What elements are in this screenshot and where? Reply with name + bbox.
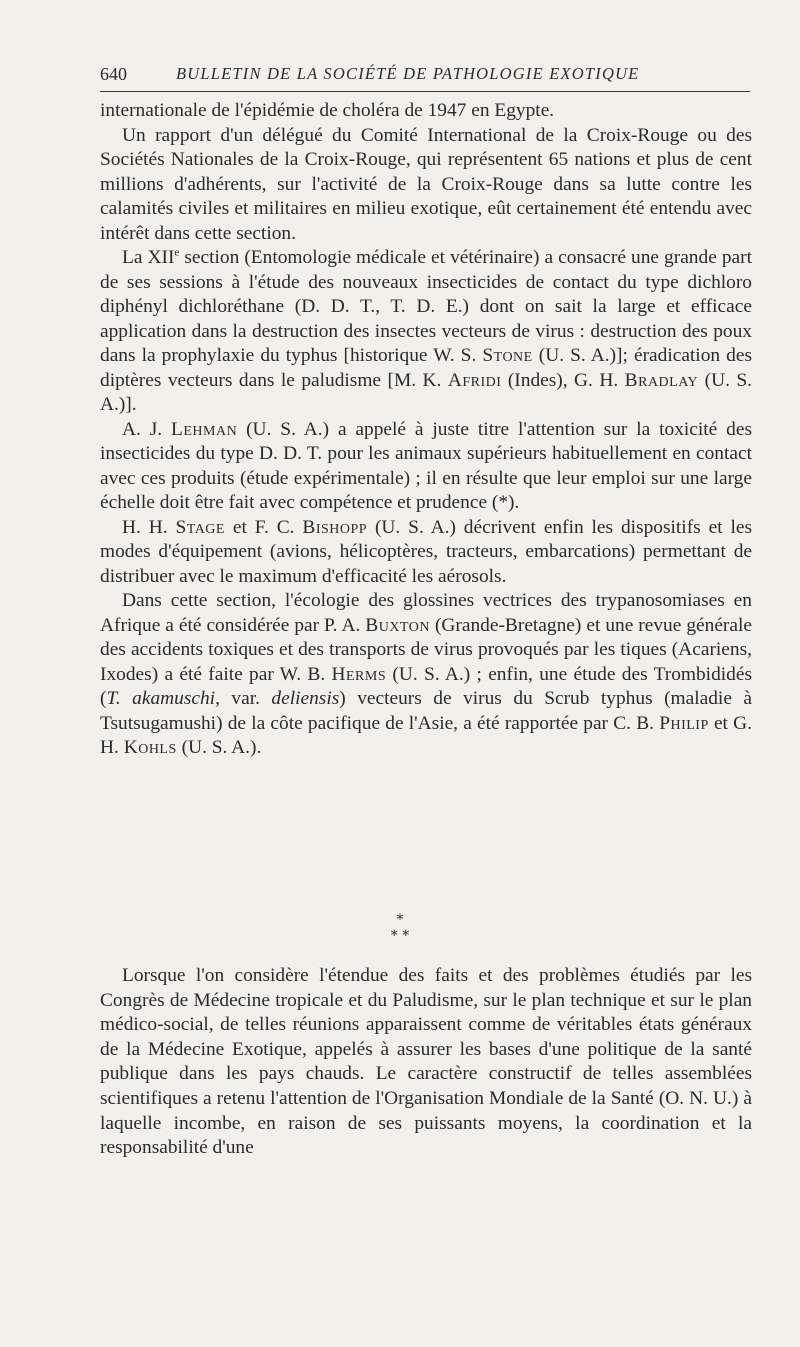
- asterism-top: *: [396, 912, 404, 928]
- author-name: Afridi: [447, 369, 502, 391]
- text-run: (U. S. A.) ; enfin, une étude des Trombididés (: [100, 663, 753, 709]
- body-text: [100, 99, 752, 761]
- text-run: ) vecteurs de virus du Scrub typhus (maladie à Tsutsugamushi) de la côte pacifique de l'Asie, a été rapportée par C. B.: [100, 688, 753, 734]
- page-number: 640: [100, 64, 127, 84]
- author-name: Buxton: [365, 614, 430, 636]
- paragraph-conclusion: Lorsque l'on considère l'étendue des faits et des problèmes étudiés par les Congrès de Médecine tropicale et du Paludisme, sur le plan technique et sur le plan médico-social, de telles réunions apparaissent comme de véritables états généraux de la Médecine Exotique, appelés à assurer les bases d'une politique de la santé publique dans les pays chauds. Le caractère constructif de telles assemblées scientifiques a retenu l'attention de l'Organisation Mondiale de la Santé (O. N. U.) à laquelle incombe, en raison de ses puissants moyens, la coordination et la responsabilité d'une: [100, 965, 752, 1159]
- paragraph-entomology: [100, 246, 752, 418]
- running-head: BULLETIN DE LA SOCIÉTÉ DE PATHOLOGIE EXOTIQUE: [176, 64, 640, 83]
- text-run: (U. S. A.) a appelé à juste titre l'attention sur la toxicité des insecticides du type D. D. T. pour les animaux supérieurs habituellement en contact avec ces produits (étude expérimentale) ; il en résulte que leur emploi sur une large échelle doit être fait avec compétence et prudence (*).: [100, 418, 752, 513]
- author-name: Bradlay: [624, 369, 699, 391]
- text-run: (U. S. A.) décrivent enfin les dispositifs et les modes d'équipement (avions, hélicoptères, tracteurs, embarcations) permettant de distribuer avec le maximum d'efficacité les aérosols.: [100, 516, 753, 587]
- paragraph-red-cross: Un rapport d'un délégué du Comité International de la Croix-Rouge ou des Sociétés Nationales de la Croix-Rouge, qui représentent 65 nations et plus de cent millions d'adhérents, sur l'activité de la Croix-Rouge dans sa lutte contre les calamités civiles et militaires en milieu exotique, eût certainement été entendu avec intérêt dans cette section.: [100, 124, 752, 244]
- author-name: Kohls: [123, 737, 177, 758]
- text-run: section (Entomologie médicale et vétérinaire) a consacré une grande part de ses sessions à l'étude des nouveaux insecticides de contact du type dichloro diphényl dichloréthane (D. D. T., T. D. E.) dont on sait la large et efficace application dans la destruction des insectes vecteurs de virus : destruction des poux dans la prophylaxie du typhus [historique W. S.: [100, 247, 752, 366]
- paragraph-continuation: internationale de l'épidémie de choléra de 1947 en Egypte.: [100, 100, 555, 121]
- paragraph-aerosols: [100, 516, 752, 590]
- section-asterism: [370, 912, 430, 944]
- text-run: (U. S. A.)].: [100, 369, 753, 415]
- text-run: (U. S. A.)]; éradication des diptères vecteurs dans le paludisme [M. K.: [100, 345, 752, 391]
- text-run: (Indes), G. H.: [501, 369, 625, 391]
- paragraph-toxicity: [100, 418, 752, 516]
- text-run: A. J.: [122, 418, 172, 440]
- superscript: e: [174, 246, 180, 259]
- species-name: T. akamuschi,: [106, 688, 220, 709]
- text-run: Dans cette section, l'écologie des glossines vectrices des trypanosomiases en Afrique a été considérée par P. A.: [100, 590, 752, 636]
- text-run: var.: [219, 688, 272, 709]
- page-header: [100, 60, 750, 90]
- author-name: Philip: [659, 712, 709, 734]
- author-name: Stone: [482, 345, 533, 366]
- text-run: H. H.: [122, 516, 176, 538]
- text-run: et F. C.: [224, 516, 303, 538]
- header-rule: [100, 91, 750, 92]
- author-name: Lehman: [171, 418, 238, 440]
- text-run: et G. H.: [100, 712, 752, 758]
- text-run: La XII: [122, 247, 175, 268]
- author-name: Herms: [331, 663, 387, 685]
- paragraph-ecology: [100, 589, 752, 761]
- text-run: (Grande-Bretagne) et une revue générale des accidents toxiques et des transports de virus provoqués par les tiques (Acariens, Ixodes) a été faite par W. B.: [100, 614, 752, 685]
- text-run: (U. S. A.).: [176, 737, 262, 758]
- author-name: Bishopp: [302, 516, 368, 538]
- variety-name: deliensis: [271, 688, 340, 709]
- asterism-bottom: * *: [390, 928, 410, 944]
- conclusion-text: [100, 964, 752, 1161]
- author-name: Stage: [175, 516, 225, 538]
